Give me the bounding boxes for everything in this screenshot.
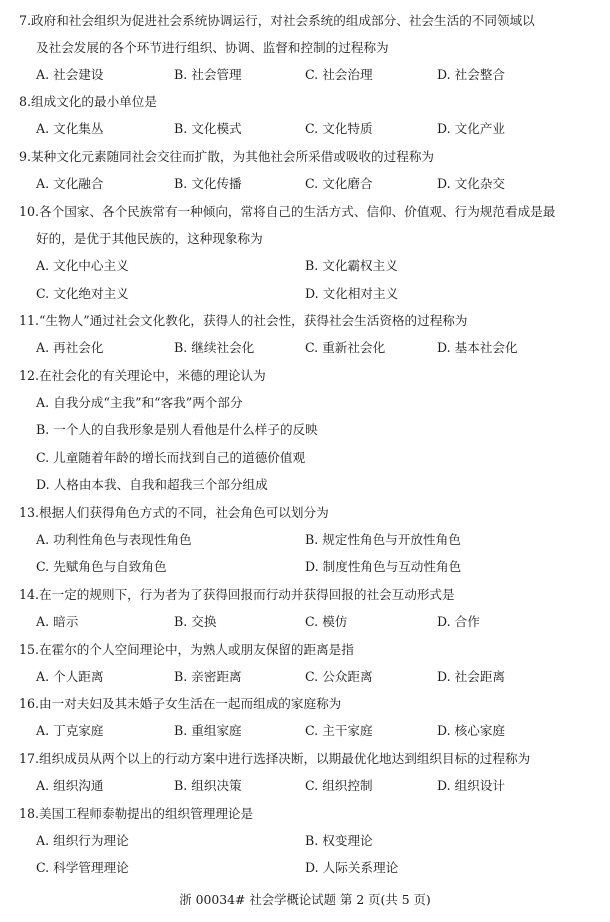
question-18-option-b: B. 权变理论 (305, 833, 373, 848)
question-7-option-c: C. 社会治理 (305, 67, 373, 82)
question-14-option-c: C. 模仿 (305, 614, 348, 629)
question-16-option-a: A. 丁克家庭 (36, 723, 104, 738)
question-14-option-d: D. 合作 (437, 614, 480, 629)
question-15-option-a: A. 个人距离 (36, 669, 104, 684)
question-13-option-d: D. 制度性角色与互动性角色 (305, 559, 462, 574)
question-13-stem-line-1: 13.根据人们获得角色方式的不同，社会角色可以划分为 (19, 505, 329, 520)
question-14-option-b: B. 交换 (174, 614, 217, 629)
question-11-option-c: C. 重新社会化 (305, 340, 386, 355)
question-9-option-b: B. 文化传播 (174, 176, 242, 191)
page-footer: 浙 00034# 社会学概论试题 第 2 页(共 5 页) (179, 892, 431, 907)
question-8-stem-line-1: 8.组成文化的最小单位是 (19, 94, 157, 109)
question-8-option-a: A. 文化集丛 (36, 121, 104, 136)
question-16-option-d: D. 核心家庭 (437, 723, 506, 738)
question-11-stem-line-1: 11.“生物人”通过社会文化教化，获得人的社会性，获得社会生活资格的过程称为 (19, 313, 468, 328)
question-12-option-a: A. 自我分成“主我”和“客我”两个部分 (36, 395, 243, 410)
question-17-option-c: C. 组织控制 (305, 778, 373, 793)
question-7-option-d: D. 社会整合 (437, 67, 506, 82)
question-9-stem-line-1: 9.某种文化元素随同社会交往而扩散，为其他社会所采借或吸收的过程称为 (19, 149, 435, 164)
question-13-option-a: A. 功利性角色与表现性角色 (36, 532, 192, 547)
question-16-option-b: B. 重组家庭 (174, 723, 242, 738)
question-17-stem-line-1: 17.组织成员从两个以上的行动方案中进行选择决断，以期最优化地达到组织目标的过程称为 (19, 751, 531, 766)
question-14-option-a: A. 暗示 (36, 614, 79, 629)
question-9-option-d: D. 文化杂交 (437, 176, 506, 191)
question-10-stem-line-2: 好的，是优于其他民族的，这种现象称为 (36, 231, 263, 246)
question-10-stem-line-1: 10.各个国家、各个民族常有一种倾向，常将自己的生活方式、信仰、价值观、行为规范看成是最 (19, 204, 556, 219)
question-18-option-a: A. 组织行为理论 (36, 833, 129, 848)
question-13-option-c: C. 先赋角色与自致角色 (36, 559, 167, 574)
question-18-stem-line-1: 18.美国工程师泰勒提出的组织管理理论是 (19, 806, 254, 821)
question-18-option-c: C. 科学管理理论 (36, 860, 129, 875)
question-10-option-c: C. 文化绝对主义 (36, 286, 129, 301)
question-11-option-a: A. 再社会化 (36, 340, 104, 355)
question-15-option-d: D. 社会距离 (437, 669, 506, 684)
question-8-option-c: C. 文化特质 (305, 121, 373, 136)
question-12-option-d: D. 人格由本我、自我和超我三个部分组成 (36, 477, 268, 492)
question-10-option-a: A. 文化中心主义 (36, 258, 129, 273)
question-7-stem-line-2: 及社会发展的各个环节进行组织、协调、监督和控制的过程称为 (36, 40, 389, 55)
question-12-option-b: B. 一个人的自我形象是别人看他是什么样子的反映 (36, 422, 318, 437)
question-8-option-d: D. 文化产业 (437, 121, 506, 136)
question-13-option-b: B. 规定性角色与开放性角色 (305, 532, 461, 547)
question-9-option-a: A. 文化融合 (36, 176, 104, 191)
question-8-option-b: B. 文化模式 (174, 121, 242, 136)
question-16-option-c: C. 主干家庭 (305, 723, 373, 738)
question-12-stem-line-1: 12.在社会化的有关理论中，米德的理论认为 (19, 368, 266, 383)
question-18-option-d: D. 人际关系理论 (305, 860, 399, 875)
question-9-option-c: C. 文化磨合 (305, 176, 373, 191)
question-10-option-d: D. 文化相对主义 (305, 286, 399, 301)
question-17-option-d: D. 组织设计 (437, 778, 506, 793)
question-16-stem-line-1: 16.由一对夫妇及其未婚子女生活在一起而组成的家庭称为 (19, 696, 342, 711)
question-10-option-b: B. 文化霸权主义 (305, 258, 398, 273)
question-7-stem-line-1: 7.政府和社会组织为促进社会系统协调运行，对社会系统的组成部分、社会生活的不同领域以 (19, 13, 535, 28)
question-7-option-b: B. 社会管理 (174, 67, 242, 82)
question-12-option-c: C. 儿童随着年龄的增长而找到自己的道德价值观 (36, 450, 306, 465)
question-15-option-c: C. 公众距离 (305, 669, 373, 684)
question-14-stem-line-1: 14.在一定的规则下，行为者为了获得回报而行动并获得回报的社会互动形式是 (19, 587, 455, 602)
question-11-option-d: D. 基本社会化 (437, 340, 518, 355)
question-15-option-b: B. 亲密距离 (174, 669, 242, 684)
question-17-option-b: B. 组织决策 (174, 778, 242, 793)
question-15-stem-line-1: 15.在霍尔的个人空间理论中，为熟人或朋友保留的距离是指 (19, 642, 354, 657)
question-11-option-b: B. 继续社会化 (174, 340, 255, 355)
question-7-option-a: A. 社会建设 (36, 67, 104, 82)
question-17-option-a: A. 组织沟通 (36, 778, 104, 793)
